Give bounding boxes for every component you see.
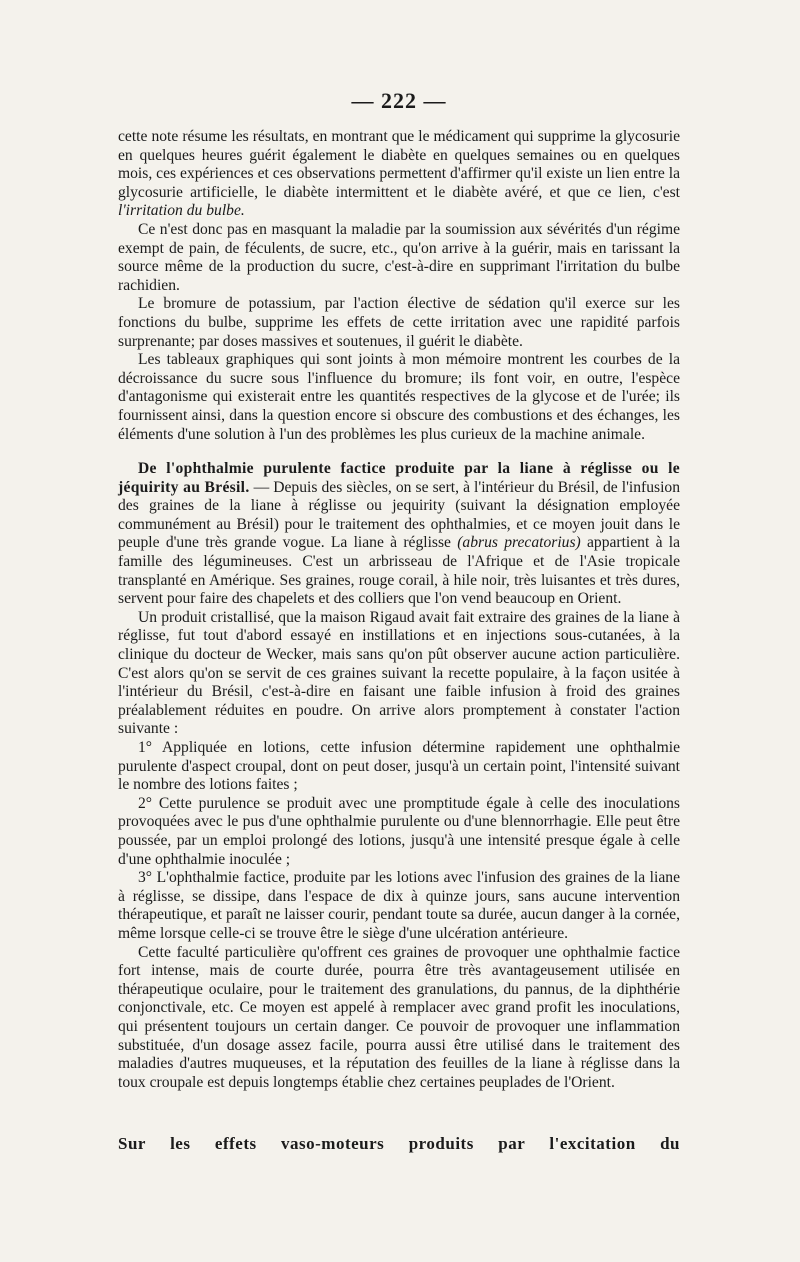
- section-gap: [118, 444, 680, 460]
- next-section-heading: Sur les effets vaso-moteurs produits par l'excitation du: [118, 1134, 680, 1153]
- paragraph-2: Ce n'est donc pas en masquant la maladie par la soumission aux sévérités d'un régime exempt de pain, de féculents, de sucre, etc., qu'on arrive à la guérir, mais en tarissant la source même de la production du sucre, c'est-à-dire en supprimant l'irritation du bulbe rachidien.: [118, 220, 680, 294]
- section-intro-text-a: — Depuis des siècles, on se sert, à l'intérieur du Brésil, de l'infusion des graines de la liane à réglisse ou jequirity (suivant la désignation employée communément au Brésil) pour le traitement des ophthalmies, et ce moyen jouit dans le peuple d'une très grande vogue. La liane à réglisse: [118, 478, 680, 552]
- page-number: — 222 —: [351, 88, 447, 113]
- section-intro-paragraph: [118, 460, 680, 609]
- paragraph-1: [118, 128, 680, 221]
- section-intro-text-b: appartient à la famille des légumineuses. C'est un arbrisseau de l'Afrique et de l'Asie tropicale transplanté en Amérique. Ses graines, rouge corail, à hile noir, très luisantes et très dures, servent pour faire des chapelets et des colliers que l'on vend beaucoup en Orient.: [118, 534, 680, 608]
- paragraph-3: Le bromure de potassium, par l'action élective de sédation qu'il exerce sur les fonctions du bulbe, supprime les effets de cette irritation avec une rapidité parfois surprenante; par doses massives et soutenues, il guérit le diabète.: [118, 295, 680, 350]
- numbered-item-3: 3° L'ophthalmie factice, produite par les lotions avec l'infusion des graines de la liane à réglisse, se dissipe, dans l'espace de dix à quinze jours, sans aucune intervention thérapeutique, et paraît ne laisser courir, pendant toute sa durée, aucun danger à la cornée, même lorsque celle-ci se trouve être le siège d'une ulcération antérieure.: [118, 869, 680, 942]
- body-text: [118, 128, 680, 1092]
- paragraph-1-italic: l'irritation du bulbe.: [118, 202, 245, 220]
- paragraph-1-text: cette note résume les résultats, en montrant que le médicament qui supprime la glycosurie en quelques heures guérit également le diabète en quelques semaines ou en quelques mois, ces expériences et ces observations permettent d'affirmer qu'il existe un lien entre la glycosurie artificielle, le diabète intermittent et le diabète avéré, et que ce lien, c'est: [118, 128, 680, 201]
- section-paragraph-3: Cette faculté particulière qu'offrent ces graines de provoquer une ophthalmie factice fort intense, mais de courte durée, pourra être très avantageusement utilisée en thérapeutique oculaire, pour le traitement des granulations, du pannus, de la diphthérie conjonctivale, etc. Ce moyen est appelé à remplacer avec grand profit les inoculations, qui présentent toujours un certain danger. Ce pouvoir de provoquer une inflammation substituée, d'un dosage assez facile, pourra aussi être utilisé dans le traitement des maladies d'autres muqueuses, et la réputation des feuilles de la liane à réglisse dans la toux croupale est depuis longtemps établie chez certaines peuplades de l'Orient.: [118, 943, 680, 1091]
- section-intro-italic: (abrus precatorius): [457, 534, 581, 552]
- numbered-item-1: 1° Appliquée en lotions, cette infusion détermine rapidement une ophthalmie purulente d'aspect croupal, dont on peut doser, jusqu'à un certain point, l'intensité suivant le nombre des lotions faites ;: [118, 739, 680, 794]
- section-heading: De l'ophthalmie purulente factice produite par la liane à réglisse ou le jéquirity au Brésil.: [118, 460, 680, 496]
- section-paragraph-2: Un produit cristallisé, que la maison Rigaud avait fait extraire des graines de la liane à réglisse, fut tout d'abord essayé en instillations et en injections sous-cutanées, à la clinique du docteur de Wecker, mais sans qu'on pût observer aucune action particulière. C'est alors qu'on se servit de ces graines suivant la recette populaire, à la façon usitée à l'intérieur du Brésil, c'est-à-dire en faisant une faible infusion à froid des graines préalablement réduites en poudre. On arrive alors promptement à constater l'action suivante :: [118, 608, 680, 738]
- paragraph-4: Les tableaux graphiques qui sont joints à mon mémoire montrent les courbes de la décroissance du sucre sous l'influence du bromure; ils font voir, en outre, l'espèce d'antagonisme qui existerait entre les quantités respectives de la glycose et de l'urée; ils fournissent ainsi, dans la question encore si obscure des combustions et des échanges, les éléments d'une solution à l'un des problèmes les plus curieux de la machine animale.: [118, 351, 680, 443]
- numbered-item-2: 2° Cette purulence se produit avec une promptitude égale à celle des inoculations provoquées avec le pus d'une ophthalmie purulente ou d'une blennorrhagie. Elle peut être poussée, par un emploi prolongé des lotions, jusqu'à une intensité presque égale à celle d'une ophthalmie inoculée ;: [118, 794, 680, 868]
